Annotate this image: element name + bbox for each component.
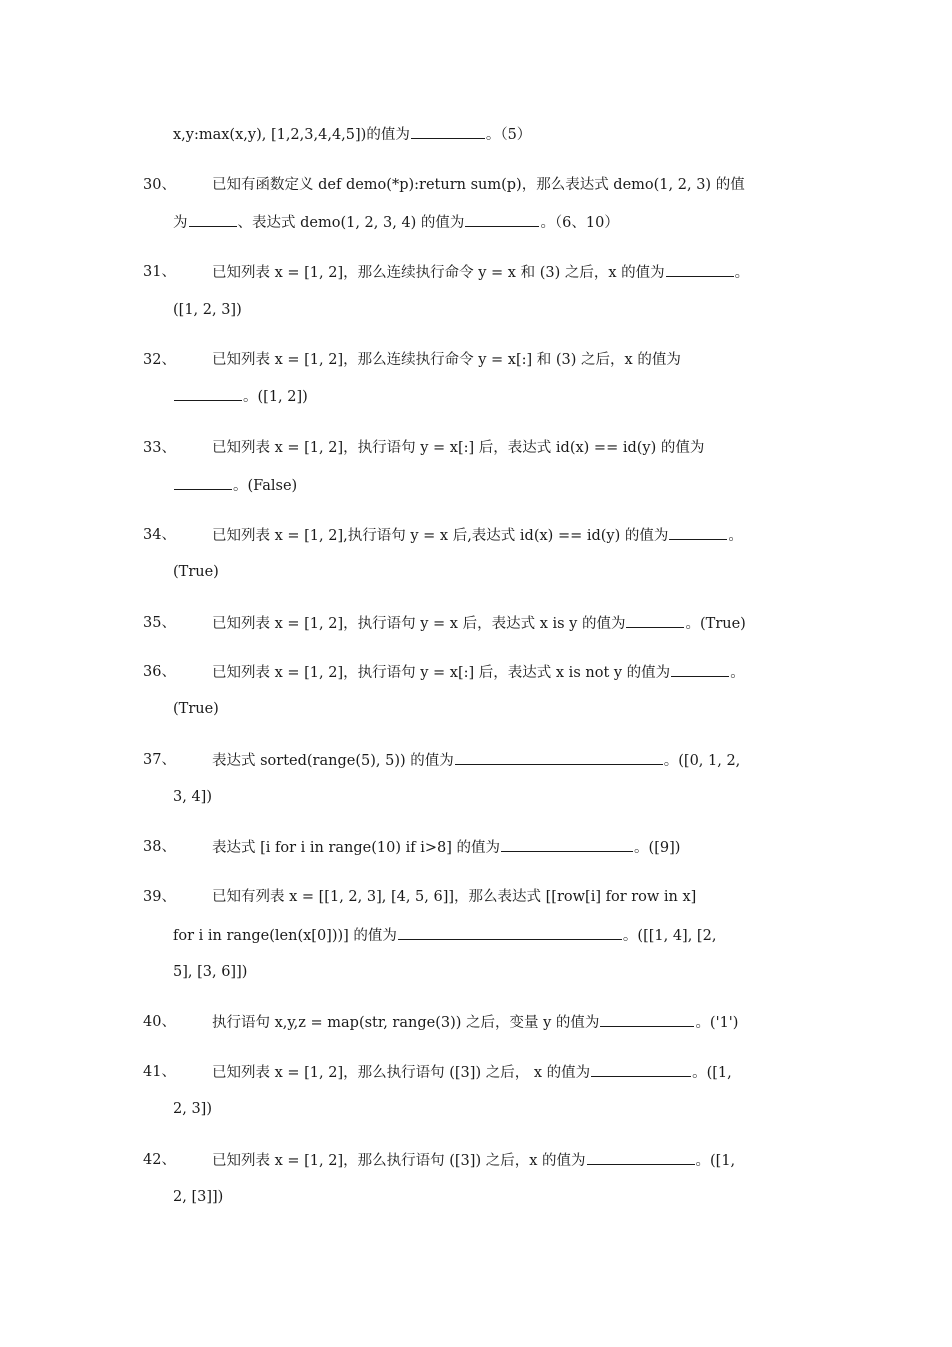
q37-answer: 。([0, 1, 2, bbox=[663, 753, 741, 769]
q29-answer: 。（5） bbox=[485, 127, 532, 143]
answer-blank bbox=[411, 124, 485, 139]
q41-text bbox=[212, 1062, 732, 1083]
q36-text-part: 。 bbox=[730, 665, 745, 681]
q42-text bbox=[212, 1150, 735, 1171]
q31-number: 31、 bbox=[143, 264, 176, 280]
answer-blank bbox=[465, 212, 539, 227]
q40-answer: 。('1') bbox=[695, 1015, 739, 1031]
q37-number: 37、 bbox=[143, 752, 176, 768]
q34-text-part: 已知列表 x = [1, 2],执行语句 y = x 后,表达式 id(x) == id(y) 的值为 bbox=[212, 528, 669, 544]
q35-text-part: 已知列表 x = [1, 2]，执行语句 y = x 后，表达式 x is y 的值为 bbox=[212, 616, 626, 632]
q38-text bbox=[212, 837, 680, 858]
q31-text-part: 。 bbox=[734, 265, 750, 281]
q39-text-part: for i in range(len(x[0]))] 的值为 bbox=[173, 928, 397, 944]
answer-blank bbox=[666, 262, 734, 277]
q34-text-part: 。 bbox=[728, 528, 743, 544]
answer-blank bbox=[626, 613, 684, 628]
q41-answer-line2: 2, 3]) bbox=[173, 1101, 212, 1117]
q35-answer: 。(True) bbox=[685, 616, 746, 632]
q37-text bbox=[212, 750, 740, 771]
q41-number: 41、 bbox=[143, 1064, 176, 1080]
q40-text bbox=[212, 1012, 738, 1033]
answer-blank bbox=[591, 1062, 691, 1077]
q33-answer: 。(False) bbox=[233, 478, 298, 494]
q36-number: 36、 bbox=[143, 664, 176, 680]
q33-text-line2 bbox=[173, 475, 297, 496]
answer-blank bbox=[174, 475, 232, 490]
q37-answer-line2: 3, 4]) bbox=[173, 789, 212, 805]
q35-text bbox=[212, 613, 746, 634]
answer-blank bbox=[587, 1150, 695, 1165]
answer-blank bbox=[501, 837, 633, 852]
q39-text-line2 bbox=[173, 925, 716, 946]
q35-number: 35、 bbox=[143, 615, 176, 631]
answer-blank bbox=[671, 662, 729, 677]
q30-text-part: 为 bbox=[173, 215, 188, 231]
q29-text: x,y:max(x,y), [1,2,3,4,4,5])的值为 bbox=[173, 127, 410, 143]
q32-number: 32、 bbox=[143, 352, 176, 368]
q34-number: 34、 bbox=[143, 527, 176, 543]
answer-blank bbox=[455, 750, 663, 765]
q30-number: 30、 bbox=[143, 177, 176, 193]
q30-text-part: 、表达式 demo(1, 2, 3, 4) 的值为 bbox=[237, 215, 465, 231]
q40-text-part: 执行语句 x,y,z = map(str, range(3)) 之后，变量 y 的值为 bbox=[212, 1015, 600, 1031]
answer-blank bbox=[669, 525, 727, 540]
q39-answer-line2: 5], [3, 6]]) bbox=[173, 964, 248, 980]
q39-text: 已知有列表 x = [[1, 2, 3], [4, 5, 6]]，那么表达式 [[row[i] for row in x] bbox=[212, 889, 697, 905]
q40-number: 40、 bbox=[143, 1014, 176, 1030]
q30-text-line2 bbox=[173, 212, 619, 233]
q42-answer: 。([1, bbox=[695, 1153, 736, 1169]
answer-blank bbox=[600, 1012, 694, 1027]
q29-continuation bbox=[173, 124, 531, 145]
q36-answer: (True) bbox=[173, 701, 219, 717]
q32-answer: 。([1, 2]) bbox=[243, 389, 308, 405]
q39-number: 39、 bbox=[143, 889, 176, 905]
q30-answer: 。（6、10） bbox=[540, 215, 619, 231]
answer-blank bbox=[398, 925, 622, 940]
q42-number: 42、 bbox=[143, 1152, 176, 1168]
q31-answer: ([1, 2, 3]) bbox=[173, 302, 242, 318]
q31-text-part: 已知列表 x = [1, 2]，那么连续执行命令 y = x 和 (3) 之后，x 的值为 bbox=[212, 265, 665, 281]
q30-text: 已知有函数定义 def demo(*p):return sum(p)，那么表达式 demo(1, 2, 3) 的值 bbox=[212, 177, 745, 193]
q36-text bbox=[212, 662, 745, 683]
q32-text-line2 bbox=[173, 386, 308, 407]
q34-answer: (True) bbox=[173, 564, 219, 580]
answer-blank bbox=[174, 386, 242, 401]
q38-text-part: 表达式 [i for i in range(10) if i>8] 的值为 bbox=[212, 840, 501, 856]
q31-text bbox=[212, 262, 749, 283]
q34-text bbox=[212, 525, 743, 546]
q41-text-part: 已知列表 x = [1, 2]，那么执行语句 ([3]) 之后， x 的值为 bbox=[212, 1065, 591, 1081]
q32-text: 已知列表 x = [1, 2]，那么连续执行命令 y = x[:] 和 (3) 之后，x 的值为 bbox=[212, 352, 681, 368]
q33-number: 33、 bbox=[143, 440, 176, 456]
q36-text-part: 已知列表 x = [1, 2]，执行语句 y = x[:] 后，表达式 x is not y 的值为 bbox=[212, 665, 671, 681]
answer-blank bbox=[189, 212, 237, 227]
q33-text: 已知列表 x = [1, 2]，执行语句 y = x[:] 后，表达式 id(x) == id(y) 的值为 bbox=[212, 440, 705, 456]
q42-text-part: 已知列表 x = [1, 2]，那么执行语句 ([3]) 之后，x 的值为 bbox=[212, 1153, 586, 1169]
q39-answer: 。([[1, 4], [2, bbox=[622, 928, 717, 944]
q41-answer: 。([1, bbox=[692, 1065, 732, 1081]
q42-answer-line2: 2, [3]]) bbox=[173, 1189, 224, 1205]
q38-answer: 。([9]) bbox=[634, 840, 681, 856]
q38-number: 38、 bbox=[143, 839, 176, 855]
q37-text-part: 表达式 sorted(range(5), 5)) 的值为 bbox=[212, 753, 454, 769]
